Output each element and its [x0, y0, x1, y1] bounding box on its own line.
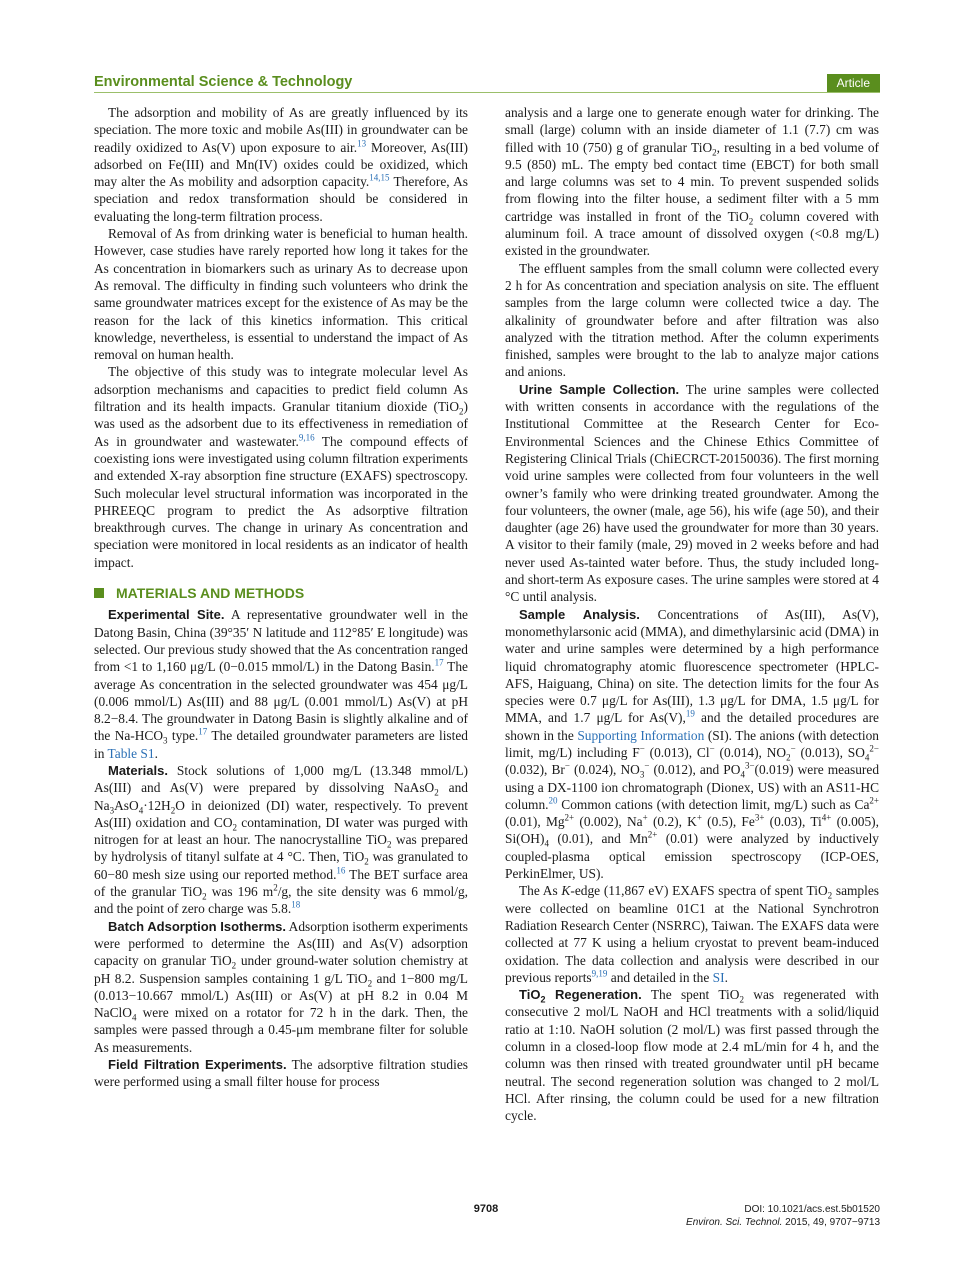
si-link[interactable]: SI [712, 969, 725, 985]
citation-ref[interactable]: 14,15 [369, 172, 390, 183]
doi-citation: DOI: 10.1021/acs.est.5b01520 Environ. Sci. Technol. 2015, 49, 9707−9713 [686, 1204, 880, 1228]
intro-paragraph-1: The adsorption and mobility of As are greatly influenced by its speciation. The more toxic and mobile As(III) in groundwater can be readily oxidized to As(V) upon exposure to air.$^{13}$ Moreover, As(III) adsorbed on Fe(III) and Mn(IV) oxides could be oxidized, which may alter the As mobility and adsorption capacity.$^{14,15}$ Therefore, As speciation and redox transformation should be considered in evaluating the long-term filtration process. [94, 105, 468, 224]
citation-ref[interactable]: 17 [434, 657, 444, 668]
section-heading-materials-methods: MATERIALS AND METHODS [94, 585, 468, 602]
table-s1-link[interactable]: Table S1 [107, 745, 155, 761]
run-in-heading: Batch Adsorption Isotherms. [108, 918, 286, 934]
regeneration-paragraph: TiO$_2$ Regeneration. The spent TiO$_2$ was regenerated with consecutive 2 mol/L NaOH and HCl treatments with a solid/liquid ratio at 1:10. NaOH solution (2 mol/L) was first passed through the column in a closed-loop flow mode at 2.4 mL/min for 4 h, and the column was then rinsed with treated groundwater until pH became neutral. The second regeneration solution was changed to 2 mol/L HCl. After rinsing, the column could be used for a new filtration cycle. [505, 987, 879, 1124]
doi[interactable]: DOI: 10.1021/acs.est.5b01520 [744, 1204, 880, 1215]
citation-ref[interactable]: 17 [198, 726, 208, 737]
article-badge: Article [827, 74, 880, 92]
intro-paragraph-2: Removal of As from drinking water is beneficial to human health. However, case studies have rarely reported how long it takes for the As concentration in biomarkers such as urinary As to decrease upon As removal. The difficulty in finding such volunteers who drink the same groundwater matrices except for the existence of As may be the reason for the lack of this kinetics information. This critical knowledge, nevertheless, is essential to understand the impact of As removal on human health. [94, 226, 468, 363]
supporting-information-link[interactable]: Supporting Information [577, 727, 705, 743]
right-column [505, 104, 879, 1125]
run-in-heading: Sample Analysis. [519, 606, 640, 622]
filtration-continued-paragraph: analysis and a large one to generate enough water for drinking. The small (large) column with an inside diameter of 1.1 (7.7) cm was filled with 10 (750) g of granular TiO$_2$, resulting in a bed volume of 9.5 (850) mL. The empty bed contact time (EBCT) for both small and large columns was set to 4 min. To prevent suspended solids from flowing into the filter house, a sediment filter with a 5 mm cartridge was installed in front of the TiO$_2$ column covered with aluminum foil. A trace amount of dissolved oxygen (<0.8 mg/L) existed in the groundwater. [505, 105, 879, 259]
page-header [94, 74, 880, 93]
citation-ref[interactable]: 19 [685, 708, 695, 719]
citation-ref[interactable]: 16 [336, 865, 346, 876]
effluent-paragraph: The effluent samples from the small column were collected every 2 h for As concentration and speciation analysis on site. The effluent samples from the large column were collected twice a day. The alkalinity of groundwater before and after filtration was also analyzed with the titration method. After the column experiments finished, samples were brought to the lab to analyze major cations and anions. [505, 260, 879, 380]
intro-paragraph-3: The objective of this study was to integrate molecular level As adsorption mechanisms and capacities to predict field column As filtration and its health impacts. Granular titanium dioxide (TiO$_2$) was used as the adsorbent due to its effectiveness in remediation of As in groundwater and wastewater.$^{9,16}$ The compound effects of coexisting ions were investigated using column filtration experiments and extended X-ray absorption fine structure (EXAFS) spectroscopy. Such molecular level structural information was incorporated in the PHREEQC program to predict the As adsorptive filtration breakthrough curves. The change in urinary As concentration and speciation were monitored in local residents as an indicator of health impact. [94, 364, 468, 570]
citation-ref[interactable]: 13 [357, 138, 367, 149]
section-square-icon [94, 588, 104, 598]
run-in-heading: Urine Sample Collection. [519, 381, 680, 397]
batch-adsorption-paragraph: Batch Adsorption Isotherms. Adsorption isotherm experiments were performed to determine the As(III) and As(V) adsorption capacity on granular TiO$_2$ under ground-water solution chemistry at pH 8.2. Suspension samples containing 1 g/L TiO$_2$ and 1−800 mg/L (0.013−10.667 mmol/L) As(III) or As(V) at pH 8.2 in 0.04 M NaClO$_4$ were mixed on a rotator for 72 h in the dark. Then, the samples were passed through a 0.45-μm membrane filter for soluble As measurements. [94, 918, 468, 1055]
exafs-paragraph: The As K-edge (11,867 eV) EXAFS spectra of spent TiO$_2$ samples were collected on beamline 01C1 at the National Synchrotron Radiation Research Center (NSRRC), Taiwan. The EXAFS data were collected at 77 K using a helium cryostat to prevent beam-induced oxidation. The data collection and analysis were described in our previous reports$^{9,19}$ and detailed in the SI. [505, 883, 880, 985]
citation-ref[interactable]: 9,16 [298, 432, 315, 443]
run-in-heading: Materials. [108, 762, 168, 778]
run-in-heading: TiO$_2$ Regeneration. [519, 987, 642, 1005]
citation-ref[interactable]: 18 [291, 899, 301, 910]
experimental-site-paragraph: Experimental Site. A representative groundwater well in the Datong Basin, China (39°35′ N latitude and 112°85′ E longitude) was selected. Our previous study showed that the As concentration ranged from <1 to 1,160 μg/L (0−0.015 mmol/L) in the Datong Basin.$^{17}$ The average As concentration in the selected groundwater was 454 μg/L (0.006 mmol/L) As(III) and 88 μg/L (0.001 mmol/L) As(V) at pH 8.2−8.4. The groundwater in Datong Basin is slightly alkaline and of the $Na-HCO_3$ type.$^{17}$ The detailed groundwater parameters are listed in Table S1. [94, 607, 468, 761]
journal-title[interactable]: Environmental Science & Technology [94, 74, 353, 90]
citation-ref[interactable]: 9,19 [591, 968, 608, 979]
citation-journal: Environ. Sci. Technol. [686, 1217, 783, 1228]
page-number: 9708 [473, 1203, 499, 1215]
urine-collection-paragraph: Urine Sample Collection. The urine samples were collected with written consents in accordance with the regulations of the Institutional Committee at the Research Center for Eco-Environmental Sciences and the Chinese Ethics Committee of Registering Clinical Trials (ChiECRCT-20150036). The first morning void urine samples were collected from four volunteers in the well owner’s family who were drinking treated groundwater. Among the four volunteers, the owner (male, age 56), his wife (age 50), and their daughter (age 26) have used the groundwater for more than 30 years. A visitor to their family (male, 29) moved in 2 weeks before and had never used As-tainted water before. Thus, the study included long- and short-term As exposure cases. The urine samples were stored at 4 °C until analysis. [505, 381, 879, 605]
run-in-heading: Field Filtration Experiments. [108, 1057, 287, 1073]
citation-ref[interactable]: 20 [548, 795, 558, 806]
left-column [94, 104, 468, 1091]
sample-analysis-paragraph: Sample Analysis. Concentrations of As(III), As(V), monomethylarsonic acid (MMA), and dimethylarsinic acid (DMA) in water and urine samples were determined by a high performance liquid chromatography atomic fluorescence spectrometer (HPLC-AFS, Haiguang, China) on site. The detection limits for the four As species were 0.7 μg/L for As(III), 1.3 μg/L for DMA, 1.5 μg/L for MMA, and 1.7 μg/L for As(V),$^{19}$ and the detailed procedures are shown in the Supporting Information (SI). The anions (with detection limit, mg/L) including F− (0.013), Cl− (0.014), $NO_2^-$ (0.013), $SO_4^{2-}$ (0.032), Br− (0.024), $NO_3^-$ (0.012), and $PO_4^{3-}(0.019)$ were measured using a DX-1100 ion chromatograph (Dionex, US) with an AS11-HC column.$^{20}$ Common cations (with detection limit, mg/L) such as $Ca^{2+}$ (0.01), $Mg^{2+}$ (0.002), Na+ (0.2), K+ (0.5), $Fe^{3+}$ (0.03), $Ti^{4+}$ (0.005), $Si(OH)_4$ (0.01), and $Mn^{2+}$ (0.01) were analyzed by inductively coupled-plasma optical emission spectroscopy (ICP-OES, PerkinElmer, US). [505, 606, 880, 882]
run-in-heading: Experimental Site. [108, 607, 225, 623]
materials-paragraph: Materials. Stock solutions of 1,000 mg/L (13.348 mmol/L) As(III) and As(V) were prepared by dissolving NaAsO$_2$ and $Na_3AsO_4\cdot 12H_2O$ in deionized (DI) water, respectively. To prevent As(III) oxidation and $CO_2$ contamination, DI water was purged with nitrogen for at least an hour. The nanocrystalline TiO$_2$ was prepared by hydrolysis of titanyl sulfate at 4 °C. Then, TiO$_2$ was granulated to 60−80 mesh size using our reported method.$^{16}$ The BET surface area of the granular TiO$_2$ was 196 $m^2/g$, the site density was 6 mmol/g, and the point of zero charge was 5.8.18 [94, 762, 469, 917]
field-filtration-paragraph: Field Filtration Experiments. The adsorptive filtration studies were performed using a small filter house for process [94, 1057, 468, 1090]
